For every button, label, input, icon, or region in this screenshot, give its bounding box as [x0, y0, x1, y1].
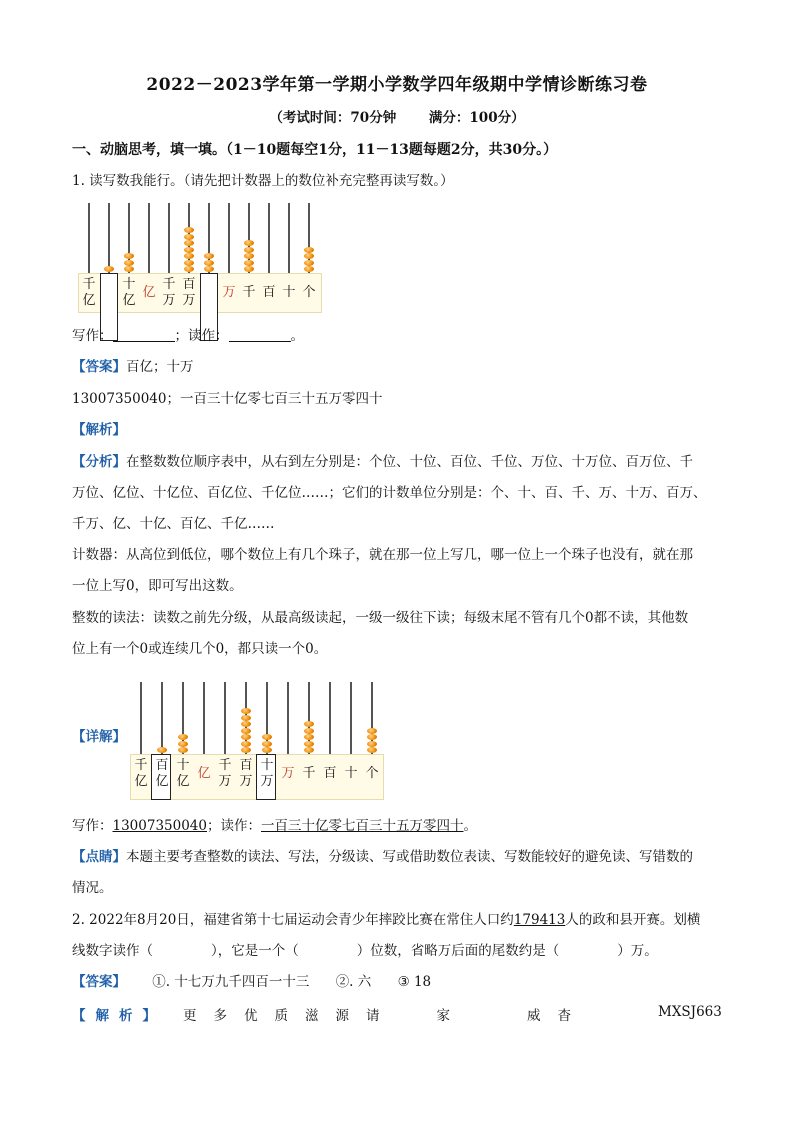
- abacus-bead: [304, 266, 314, 272]
- abacus-bead: [244, 240, 254, 246]
- abacus-place-label: 十 亿: [122, 277, 136, 308]
- abacus-bead: [304, 247, 314, 253]
- abacus-bead: [241, 747, 251, 753]
- abacus-place-label: 百 万: [182, 277, 196, 308]
- read-rule-line2: 位上有一个0或连续几个0，都只读一个0。: [72, 641, 328, 657]
- abacus-bead: [304, 734, 314, 740]
- abacus-rod: [108, 203, 110, 273]
- abacus-place-label: 百 万: [239, 758, 253, 789]
- abacus-bead: [244, 253, 254, 259]
- q1-prompt: 1. 读写数我能行。（请先把计数器上的数位补充完整再读写数。）: [72, 173, 454, 189]
- abacus-place-label: 亿: [197, 766, 211, 781]
- final-answer-line: 写作：13007350040；读作：一百三十亿零七百三十五万零四十。: [72, 818, 477, 834]
- abacus-place-label: 百: [323, 766, 337, 781]
- q2-answer: 【答案】 ①. 十七万九千四百一十三 ②. 六 ③ 18: [72, 974, 432, 990]
- q2-line1: 2. 2022年8月20日，福建省第十七届运动会青少年摔跤比赛在常住人口约179413人的政和县开赛。划横: [72, 912, 701, 928]
- abacus-place-label: 个: [302, 285, 316, 300]
- abacus-rod: [287, 682, 289, 754]
- abacus-bead: [304, 747, 314, 753]
- abacus-bead: [367, 741, 377, 747]
- abacus-rod: [88, 203, 90, 273]
- abacus-rod: [203, 682, 205, 754]
- abacus-bead: [124, 260, 134, 266]
- abacus-place-label: 万: [222, 285, 236, 300]
- abacus-bead: [241, 721, 251, 727]
- abacus-bead: [244, 266, 254, 272]
- abacus-bead: [244, 260, 254, 266]
- abacus-bead: [304, 728, 314, 734]
- abacus-bead: [184, 234, 194, 240]
- abacus-bead: [241, 715, 251, 721]
- q2-line2: 线数字读作（ ），它是一个（ ）位数，省略万后面的尾数约是（ ）万。: [72, 943, 658, 959]
- abacus-bead: [262, 747, 272, 753]
- abacus-bead: [304, 253, 314, 259]
- abacus-bead: [204, 266, 214, 272]
- abacus-bead: [157, 747, 167, 753]
- abacus-bead: [184, 260, 194, 266]
- abacus-bead: [124, 266, 134, 272]
- abacus-rod: [268, 203, 270, 273]
- abacus-bead: [241, 728, 251, 734]
- abacus-bead: [367, 747, 377, 753]
- fenxi-line3: 千万、亿、十亿、百亿、千亿……: [72, 516, 275, 532]
- abacus-bead: [304, 721, 314, 727]
- write-blank[interactable]: [113, 327, 175, 342]
- full-score: 满分：100分）: [428, 110, 525, 126]
- page-title: 2022－2023学年第一学期小学数学四年级期中学情诊断练习卷: [146, 75, 648, 95]
- read-rule-line1: 整数的读法：读数之前先分级，从最高级读起，一级一级往下读；每级末尾不管有几个0都不读，其他数: [72, 610, 689, 626]
- exam-time: （考试时间：70分钟: [269, 110, 397, 126]
- abacus-rod: [228, 203, 230, 273]
- abacus-bead: [178, 741, 188, 747]
- abacus-bead: [104, 266, 114, 272]
- q1-answer-line2: 13007350040；一百三十亿零七百三十五万零四十: [72, 391, 383, 407]
- abacus-bead: [367, 734, 377, 740]
- exam-info: [0, 106, 794, 126]
- abacus-bead: [241, 734, 251, 740]
- abacus-bead: [262, 734, 272, 740]
- abacus-bead: [304, 260, 314, 266]
- dianjing-line2: 情况。: [72, 880, 113, 896]
- abacus-bead: [262, 741, 272, 747]
- abacus-bead: [241, 741, 251, 747]
- abacus-bead: [241, 708, 251, 714]
- abacus-bead: [178, 734, 188, 740]
- q1-write-read-line: 写作： ；读作： 。: [72, 328, 304, 344]
- read-blank[interactable]: [229, 327, 291, 342]
- abacus-bead: [184, 240, 194, 246]
- abacus-rod: [350, 682, 352, 754]
- counter-line2: 一位上写0，即可写出这数。: [72, 578, 243, 594]
- abacus-bead: [244, 247, 254, 253]
- q1-answer: 【答案】百亿；十万: [72, 359, 194, 375]
- abacus-rod: [168, 203, 170, 273]
- abacus-rod: [161, 682, 163, 754]
- abacus-bead: [184, 266, 194, 272]
- abacus-place-label: 千: [242, 285, 256, 300]
- fenxi-line1: 【分析】在整数数位顺序表中，从右到左分别是：个位、十位、百位、千位、万位、十万位、百万位、千: [72, 454, 693, 470]
- abacus-place-label: 千 亿: [82, 277, 96, 308]
- dianjing-line1: 【点睛】本题主要考查整数的读法、写法，分级读、写或借助数位表读、写数能较好的避免读、写错数的: [72, 849, 693, 865]
- abacus-rod: [224, 682, 226, 754]
- abacus-place-label: 亿: [142, 285, 156, 300]
- abacus-place-label: 千 亿: [134, 758, 148, 789]
- abacus-solution: [130, 682, 382, 822]
- abacus-bead: [178, 747, 188, 753]
- abacus-place-label: 百 亿: [155, 758, 169, 789]
- abacus-place-label: 个: [365, 766, 379, 781]
- abacus-place-label: 十: [282, 285, 296, 300]
- abacus-bead: [304, 741, 314, 747]
- abacus-place-label: 十: [344, 766, 358, 781]
- abacus-bead: [184, 253, 194, 259]
- abacus-place-label: 千 万: [218, 758, 232, 789]
- detail-tag: 【详解】: [72, 729, 126, 745]
- abacus-rod: [148, 203, 150, 273]
- abacus-bead: [184, 227, 194, 233]
- abacus-bead: [367, 728, 377, 734]
- abacus-place-label: 百: [262, 285, 276, 300]
- abacus-question: [78, 203, 320, 341]
- fenxi-line2: 万位、亿位、十亿位、百亿位、千亿位……；它们的计数单位分别是：个、十、百、千、万、十万、百万、: [72, 485, 707, 501]
- abacus-place-label: 十 万: [260, 758, 274, 789]
- abacus-rod: [140, 682, 142, 754]
- q1-analysis-tag: 【解析】: [72, 422, 126, 438]
- abacus-bead: [184, 247, 194, 253]
- abacus-bead: [204, 260, 214, 266]
- abacus-place-label: 千: [302, 766, 316, 781]
- abacus-place-label: 十 亿: [176, 758, 190, 789]
- footer-line: 【解析】 更 多 优 质 滋 源 请 家 威 杳 MXSJ663: [72, 1004, 722, 1024]
- abacus-rod: [288, 203, 290, 273]
- abacus-bead: [204, 253, 214, 259]
- abacus-place-label: 万: [281, 766, 295, 781]
- abacus-place-label: 千 万: [162, 277, 176, 308]
- counter-line1: 计数器：从高位到低位，哪个数位上有几个珠子，就在那一位上写几，哪一位上一个珠子也没有，就在那: [72, 547, 693, 563]
- abacus-bead: [124, 253, 134, 259]
- abacus-rod: [329, 682, 331, 754]
- section-heading: 一、动脑思考，填一填。（1－10题每空1分，11－13题每题2分，共30分。）: [72, 142, 558, 158]
